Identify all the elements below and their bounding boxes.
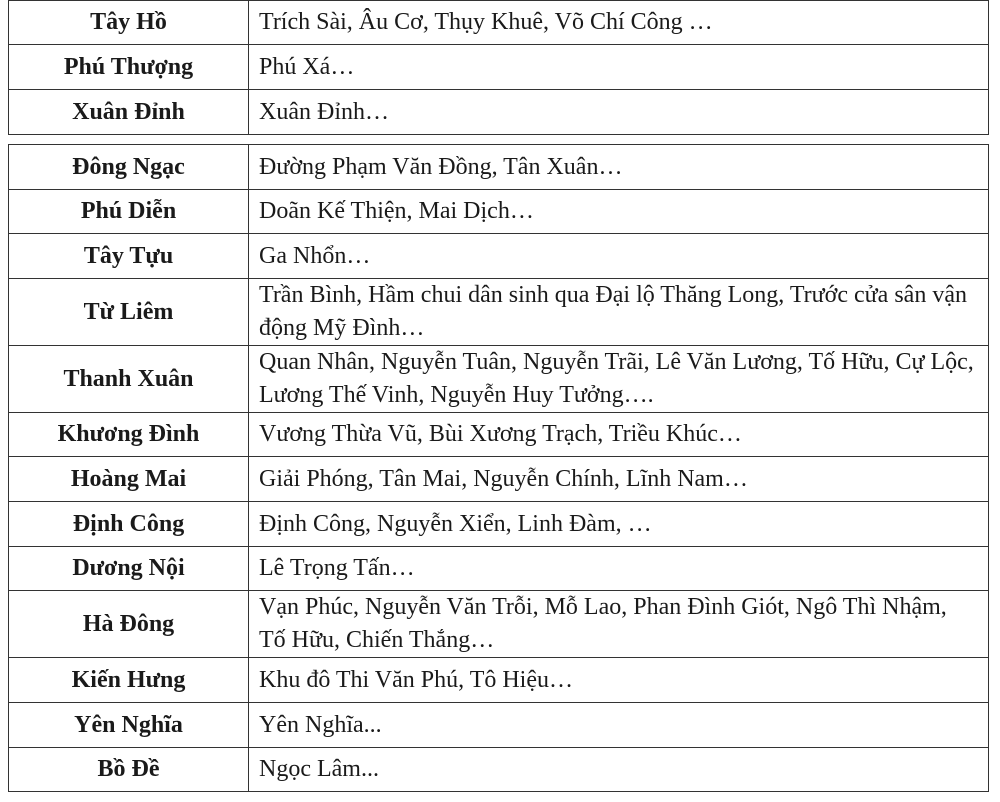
area-name: Định Công <box>9 502 249 547</box>
area-name: Đông Ngạc <box>9 145 249 190</box>
street-list: Trích Sài, Âu Cơ, Thụy Khuê, Võ Chí Công … <box>249 1 989 45</box>
area-table-top <box>8 0 989 135</box>
street-list: Quan Nhân, Nguyễn Tuân, Nguyễn Trãi, Lê Văn Lương, Tố Hữu, Cự Lộc, Lương Thế Vinh, Nguyễn Huy Tưởng…. <box>249 346 989 413</box>
street-list: Vương Thừa Vũ, Bùi Xương Trạch, Triều Khúc… <box>249 413 989 457</box>
street-list: Yên Nghĩa... <box>249 703 989 748</box>
table-row <box>9 703 989 748</box>
area-name: Tây Tựu <box>9 234 249 279</box>
area-table-bottom <box>8 144 989 792</box>
table-row <box>9 279 989 346</box>
area-name: Xuân Đỉnh <box>9 90 249 135</box>
area-name: Khương Đình <box>9 413 249 457</box>
area-name: Hà Đông <box>9 591 249 658</box>
street-list: Phú Xá… <box>249 45 989 90</box>
area-name: Yên Nghĩa <box>9 703 249 748</box>
street-list: Vạn Phúc, Nguyễn Văn Trỗi, Mỗ Lao, Phan Đình Giót, Ngô Thì Nhậm, Tố Hữu, Chiến Thắng… <box>249 591 989 658</box>
street-list: Doãn Kế Thiện, Mai Dịch… <box>249 190 989 234</box>
area-name: Hoàng Mai <box>9 457 249 502</box>
area-name: Phú Diễn <box>9 190 249 234</box>
area-name: Từ Liêm <box>9 279 249 346</box>
area-name: Thanh Xuân <box>9 346 249 413</box>
area-name: Bồ Đề <box>9 748 249 792</box>
table-row <box>9 502 989 547</box>
table-row <box>9 145 989 190</box>
table-row <box>9 45 989 90</box>
street-list: Xuân Đỉnh… <box>249 90 989 135</box>
table-row <box>9 591 989 658</box>
street-list: Giải Phóng, Tân Mai, Nguyễn Chính, Lĩnh Nam… <box>249 457 989 502</box>
street-list: Định Công, Nguyễn Xiển, Linh Đàm, … <box>249 502 989 547</box>
street-list: Ngọc Lâm... <box>249 748 989 792</box>
table-row <box>9 748 989 792</box>
table-row <box>9 234 989 279</box>
table-row <box>9 190 989 234</box>
table-row <box>9 1 989 45</box>
street-list: Ga Nhổn… <box>249 234 989 279</box>
area-name: Kiến Hưng <box>9 658 249 703</box>
street-list: Trần Bình, Hầm chui dân sinh qua Đại lộ Thăng Long, Trước cửa sân vận động Mỹ Đình… <box>249 279 989 346</box>
table-row <box>9 457 989 502</box>
table-row <box>9 90 989 135</box>
area-name: Tây Hồ <box>9 1 249 45</box>
area-name: Phú Thượng <box>9 45 249 90</box>
street-list: Khu đô Thi Văn Phú, Tô Hiệu… <box>249 658 989 703</box>
street-list: Đường Phạm Văn Đồng, Tân Xuân… <box>249 145 989 190</box>
table-row <box>9 658 989 703</box>
table-row <box>9 346 989 413</box>
table-row <box>9 413 989 457</box>
area-name: Dương Nội <box>9 547 249 591</box>
street-list: Lê Trọng Tấn… <box>249 547 989 591</box>
table-row <box>9 547 989 591</box>
